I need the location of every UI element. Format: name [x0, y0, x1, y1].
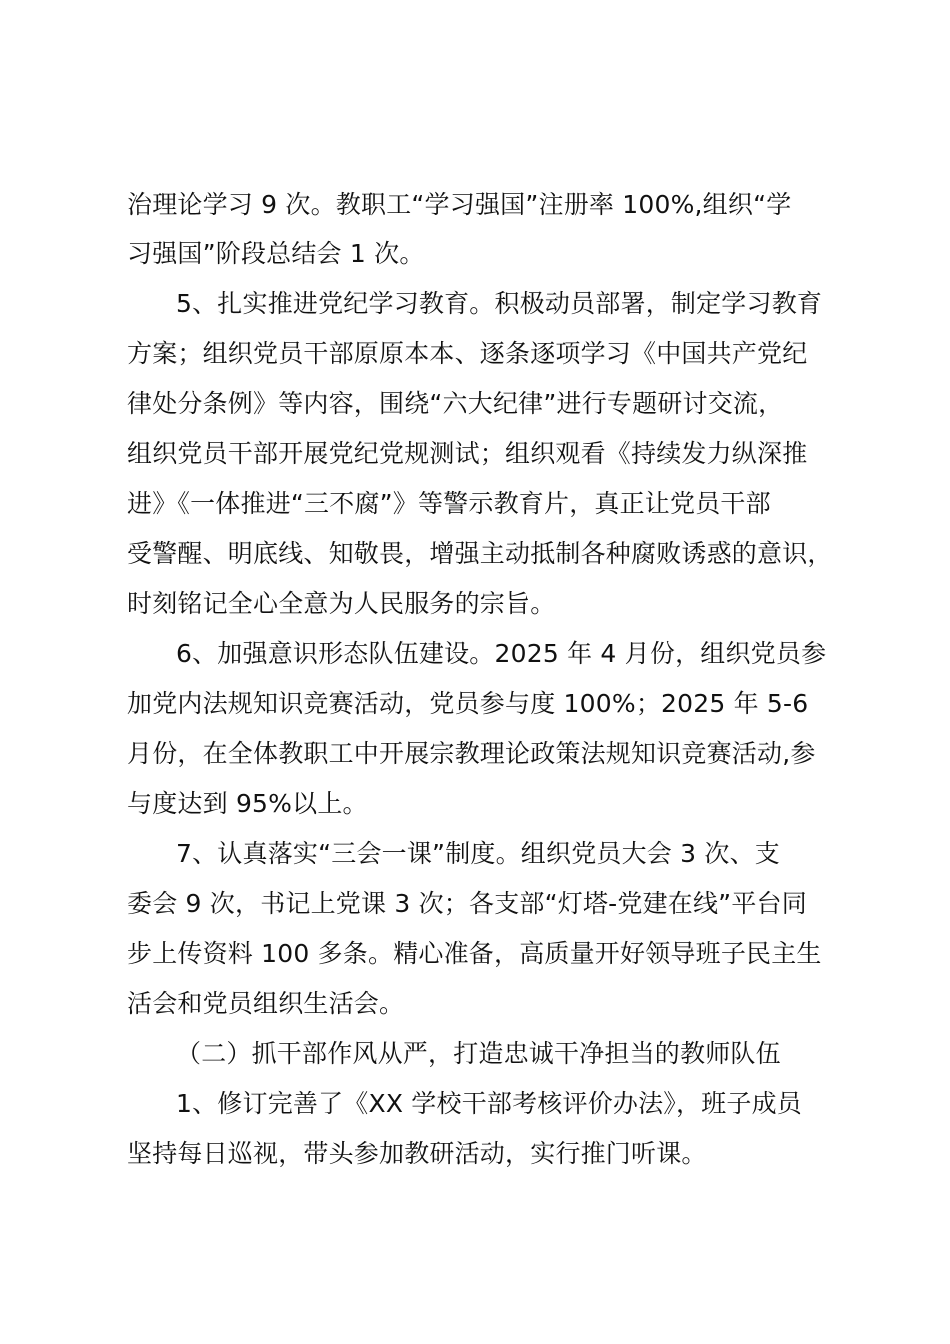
section-heading: （二）抓干部作风从严，打造忠诚干净担当的教师队伍 [176, 1039, 781, 1068]
text-line: 受警醒、明底线、知敬畏，增强主动抵制各种腐败诱惑的意识， [127, 539, 833, 568]
paragraph-heading-5: 5、扎实推进党纪学习教育。积极动员部署，制定学习教育 [176, 289, 823, 318]
text-line: 与度达到 95%以上。 [127, 789, 368, 818]
text-line: 坚持每日巡视，带头参加教研活动，实行推门听课。 [127, 1139, 707, 1168]
text-line: 步上传资料 100 多条。精心准备，高质量开好领导班子民主生 [127, 939, 822, 968]
paragraph-heading-6: 6、加强意识形态队伍建设。2025 年 4 月份，组织党员参 [176, 639, 827, 668]
paragraph-heading-1: 1、修订完善了《XX 学校干部考核评价办法》，班子成员 [176, 1089, 803, 1118]
text-line: 方案；组织党员干部原原本本、逐条逐项学习《中国共产党纪 [127, 339, 808, 368]
text-line: 进》《一体推进“三不腐”》等警示教育片，真正让党员干部 [127, 489, 771, 518]
text-line: 时刻铭记全心全意为人民服务的宗旨。 [127, 589, 556, 618]
paragraph-heading-7: 7、认真落实“三会一课”制度。组织党员大会 3 次、支 [176, 839, 781, 868]
text-line: 习强国”阶段总结会 1 次。 [127, 239, 425, 268]
text-line: 组织党员干部开展党纪党规测试；组织观看《持续发力纵深推 [127, 439, 808, 468]
text-line: 活会和党员组织生活会。 [127, 989, 405, 1018]
text-line: 律处分条例》等内容，围绕“六大纪律”进行专题研讨交流， [127, 389, 784, 418]
text-line: 加党内法规知识竞赛活动，党员参与度 100%；2025 年 5-6 [127, 689, 809, 718]
text-line: 月份，在全体教职工中开展宗教理论政策法规知识竞赛活动,参 [127, 739, 816, 768]
text-line: 委会 9 次，书记上党课 3 次；各支部“灯塔-党建在线”平台同 [127, 889, 807, 918]
text-line: 治理论学习 9 次。教职工“学习强国”注册率 100%,组织“学 [127, 190, 792, 219]
